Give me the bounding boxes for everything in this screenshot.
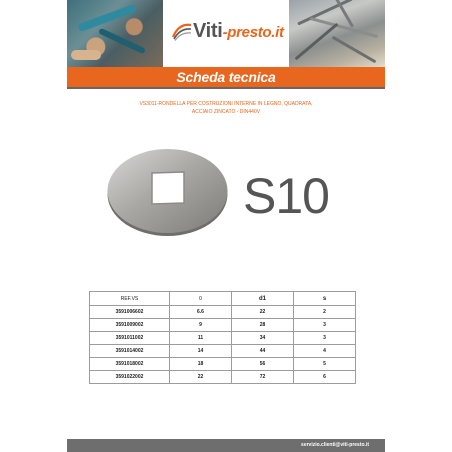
- product-description: [67, 100, 385, 116]
- cell-ref: 3591022002: [90, 371, 170, 384]
- col-header-s: s: [294, 292, 356, 306]
- table-row: [90, 358, 356, 371]
- logo-swoosh-icon: [171, 21, 193, 41]
- cell-d1: 72: [232, 371, 294, 384]
- size-label: S10: [243, 168, 329, 224]
- screws-photo: [289, 0, 385, 67]
- cell-diameter: 22: [170, 371, 232, 384]
- title-bar: [67, 67, 385, 87]
- cell-ref: 3591018002: [90, 358, 170, 371]
- contact-email-link[interactable]: servizio.clienti@viti-presto.it: [301, 442, 369, 448]
- table-row: [90, 332, 356, 345]
- cell-diameter: 14: [170, 345, 232, 358]
- cell-s: 3: [294, 332, 356, 345]
- table-row: [90, 345, 356, 358]
- cell-d1: 44: [232, 345, 294, 358]
- cell-ref: 3591011002: [90, 332, 170, 345]
- col-header-d1: d1: [232, 292, 294, 306]
- col-header-ref: REF.VS: [90, 292, 170, 306]
- table-header-row: [90, 292, 356, 306]
- cell-ref: 3591014002: [90, 345, 170, 358]
- cell-s: 2: [294, 306, 356, 319]
- cell-diameter: 6.6: [170, 306, 232, 319]
- cell-d1: 22: [232, 306, 294, 319]
- col-header-diameter: 0: [170, 292, 232, 306]
- brand-logo: [163, 0, 289, 67]
- brand-name: [193, 20, 284, 43]
- cell-s: 3: [294, 319, 356, 332]
- footer-bar: [67, 439, 385, 452]
- table-row: [90, 306, 356, 319]
- brand-name-main: Viti: [193, 20, 223, 42]
- technical-sheet: [67, 0, 385, 452]
- cell-s: 4: [294, 345, 356, 358]
- cell-s: 5: [294, 358, 356, 371]
- cell-d1: 34: [232, 332, 294, 345]
- cell-ref: 3591006602: [90, 306, 170, 319]
- cell-ref: 3591009002: [90, 319, 170, 332]
- cell-d1: 28: [232, 319, 294, 332]
- description-line-1: VS3011-RONDELLA PER COSTRUZIONI INTERNE IN LEGNO, QUADRATA,: [139, 101, 313, 107]
- description-line-2: ACCIAIO ZINCATO - DIN440V: [191, 109, 261, 115]
- cell-s: 6: [294, 371, 356, 384]
- cell-diameter: 11: [170, 332, 232, 345]
- divider: [67, 87, 385, 89]
- square-washer-image: [106, 147, 229, 237]
- cell-diameter: 18: [170, 358, 232, 371]
- cell-diameter: 9: [170, 319, 232, 332]
- header-banner: [67, 0, 385, 67]
- table-row: [90, 319, 356, 332]
- spec-table: [89, 291, 356, 384]
- cell-d1: 56: [232, 358, 294, 371]
- page-title: Scheda tecnica: [176, 69, 276, 85]
- tools-photo: [67, 0, 163, 67]
- table-row: [90, 371, 356, 384]
- brand-name-suffix: -presto.it: [222, 24, 284, 41]
